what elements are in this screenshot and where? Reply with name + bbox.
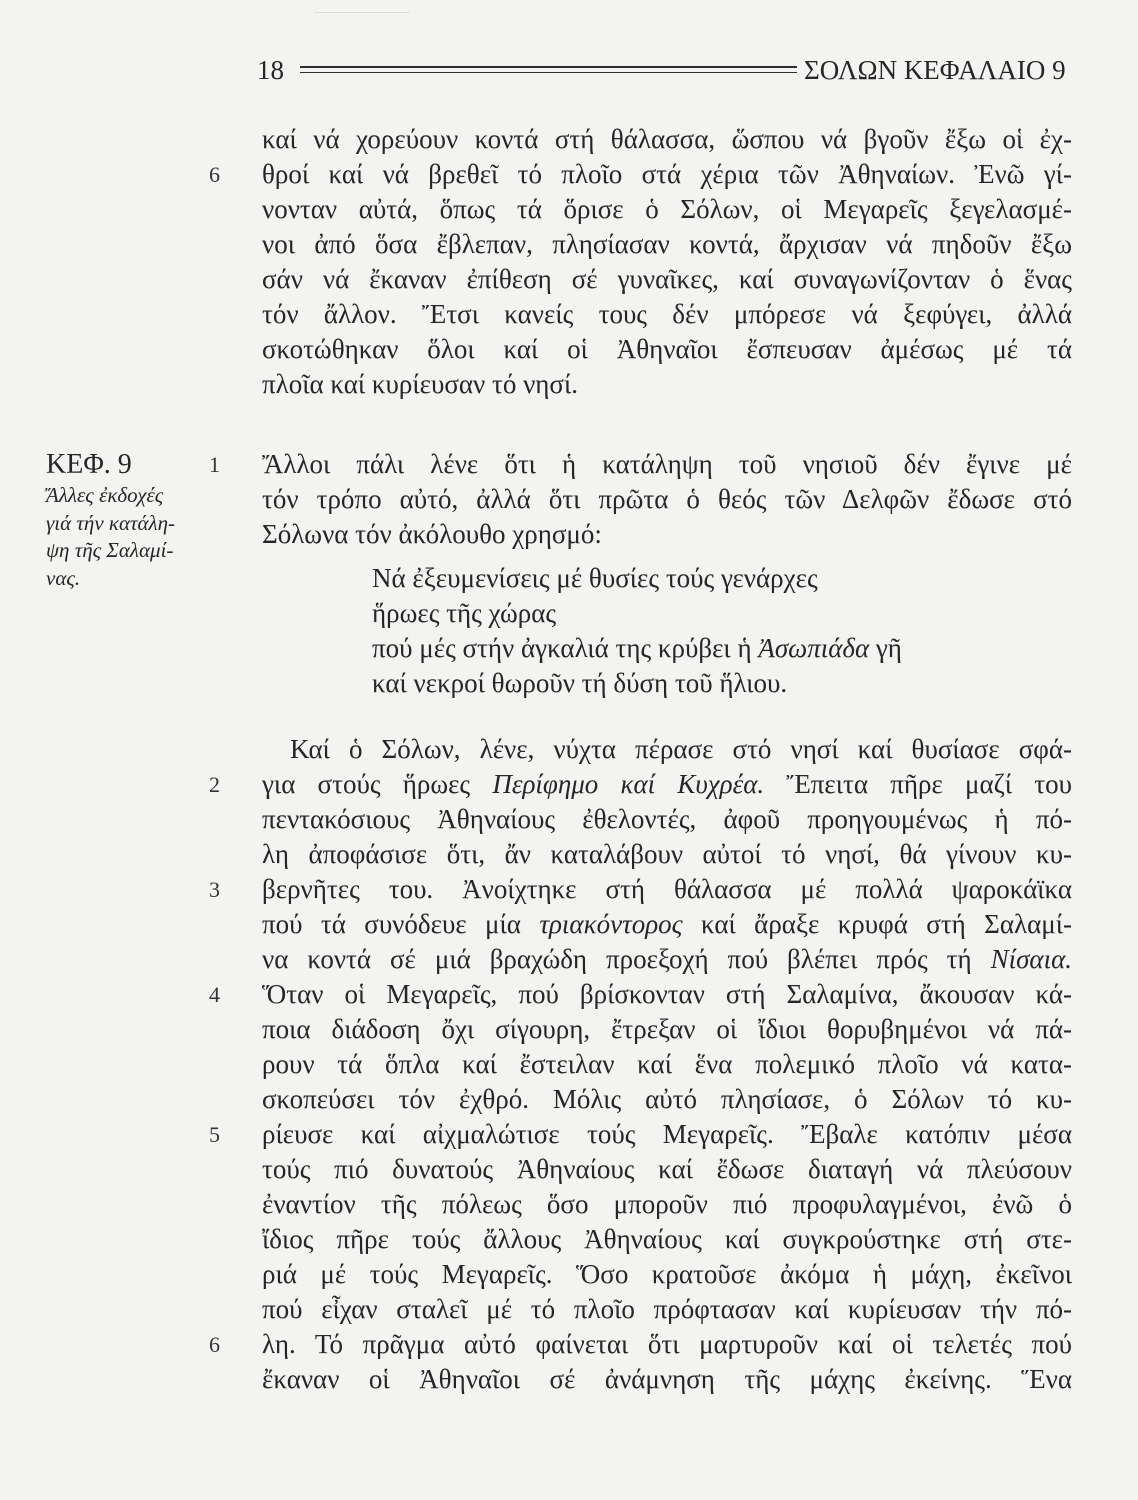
page-number: 18 (257, 55, 284, 85)
line-text: πού εἶχαν σταλεῖ μέ τό πλοῖο πρόφτασαν καί κυρίευσαν τήν πό- (262, 1294, 1072, 1324)
text-line (262, 517, 1072, 552)
text-line (262, 942, 1072, 977)
margin-chapter-label: ΚΕΦ. 9 (46, 449, 132, 480)
text-line (262, 297, 1072, 332)
line-text: βερνῆτες του. Ἀνοίχτηκε στή θάλασσα μέ πολλά ψαροκάϊκα (262, 874, 1072, 904)
running-head: ΣΟΛΩΝ ΚΕΦΑΛΑΙΟ 9 (804, 55, 1066, 85)
text-line (262, 1047, 1072, 1082)
line-number: 2 (209, 772, 220, 797)
line-text: να κοντά σέ μιά βραχώδη προεξοχή πού βλέπει πρός τή (262, 944, 991, 974)
line-text: τόν τρόπο αὐτό, ἀλλά ὅτι πρῶτα ὁ θεός τῶν Δελφῶν ἔδωσε στό (262, 484, 1072, 514)
line-text: πού τά συνόδευε μία (262, 909, 540, 939)
line-number: 6 (209, 1332, 220, 1357)
text-line (262, 837, 1072, 872)
line-text: ἥρωες τῆς χώρας (372, 598, 557, 628)
verse-line (372, 561, 1072, 596)
line-text: ἴδιος πῆρε τούς ἄλλους Ἀθηναίους καί συγκρούστηκε στή στε- (262, 1224, 1072, 1254)
line-number: 4 (209, 982, 220, 1007)
line-number: 3 (209, 877, 220, 902)
line-text: καί νεκροί θωροῦν τή δύση τοῦ ἥλιου. (372, 668, 788, 698)
text-line (209, 1327, 1072, 1362)
text-line (262, 1292, 1072, 1327)
text-line (262, 802, 1072, 837)
italic-names: Περίφημο καί Κυχρέα. (492, 769, 765, 799)
header-rule-thin (300, 72, 797, 73)
line-text: για στούς ἥρωες (262, 769, 493, 799)
text-line (262, 332, 1072, 367)
text-line (209, 157, 1072, 192)
text-line (209, 977, 1072, 1012)
text-line (262, 1257, 1072, 1292)
scan-artifact-line (315, 12, 410, 13)
line-text: Σόλωνα τόν ἀκόλουθο χρησμό: (262, 519, 602, 549)
text-line (262, 1012, 1072, 1047)
text-line (262, 732, 1072, 767)
text-line (209, 1117, 1072, 1152)
line-number: 6 (209, 162, 220, 187)
line-text: Ἄλλοι πάλι λένε ὅτι ἡ κατάληψη τοῦ νησιοῦ δέν ἔγινε μέ (262, 449, 1072, 479)
verse-line (372, 596, 1072, 631)
line-text: Νά ἐξευμενίσεις μέ θυσίες τούς γενάρχες (372, 563, 818, 593)
text-line (262, 1152, 1072, 1187)
margin-note-line: νας. (46, 565, 81, 590)
line-text: καί νά χορεύουν κοντά στή θάλασσα, ὥσπου νά βγοῦν ἔξω οἱ ἐχ- (262, 124, 1072, 154)
header-rule (300, 66, 797, 68)
margin-note-line: Ἄλλες ἐκδοχές (46, 483, 164, 507)
text-line (262, 192, 1072, 227)
line-text: λη ἀποφάσισε ὅτι, ἄν καταλάβουν αὐτοί τό νησί, θά γίνουν κυ- (262, 839, 1072, 869)
line-text: ἔκαναν οἱ Ἀθηναῖοι σέ ἀνάμνηση τῆς μάχης ἐκείνης. Ἕνα (262, 1364, 1072, 1394)
line-text: πού μές στήν ἀγκαλιά της κρύβει ἡ (372, 633, 759, 663)
line-text: τόν ἄλλον. Ἔτσι κανείς τους δέν μπόρεσε νά ξεφύγει, ἀλλά (262, 299, 1072, 329)
text-line (262, 262, 1072, 297)
line-text: ποια διάδοση ὄχι σίγουρη, ἔτρεξαν οἱ ἴδιοι θορυβημένοι νά πά- (262, 1014, 1072, 1044)
line-text: σκοπεύσει τόν ἐχθρό. Μόλις αὐτό πλησίασε, ὁ Σόλων τό κυ- (262, 1084, 1072, 1114)
line-text: ριά μέ τούς Μεγαρεῖς. Ὅσο κρατοῦσε ἀκόμα ἡ μάχη, ἐκεῖνοι (262, 1259, 1072, 1289)
oracle-verse (372, 561, 1072, 701)
line-text: τούς πιό δυνατούς Ἀθηναίους καί ἔδωσε διαταγή νά πλεύσουν (262, 1154, 1072, 1184)
line-text: ρουν τά ὅπλα καί ἔστειλαν καί ἕνα πολεμικό πλοῖο νά κατα- (262, 1049, 1072, 1079)
paragraph-1 (209, 122, 1072, 402)
text-line (262, 1187, 1072, 1222)
line-text: σκοτώθηκαν ὅλοι καί οἱ Ἀθηναῖοι ἔσπευσαν ἀμέσως μέ τά (262, 334, 1072, 364)
margin-note (46, 447, 216, 592)
text-line (209, 767, 1072, 802)
text-line (262, 367, 1072, 402)
paragraph-2 (209, 447, 1072, 552)
text-line (262, 907, 1072, 942)
line-text: Ἔπειτα πῆρε μαζί του (764, 769, 1072, 799)
line-number: 5 (209, 1122, 220, 1147)
paragraph-3 (209, 732, 1072, 1397)
line-text: θροί καί νά βρεθεῖ τό πλοῖο στά χέρια τῶν Ἀθηναίων. Ἐνῶ γί- (262, 159, 1072, 189)
text-line (262, 1082, 1072, 1117)
line-text: λη. Τό πρᾶγμα αὐτό φαίνεται ὅτι μαρτυροῦν καί οἱ τελετές πού (262, 1329, 1072, 1359)
italic-term: τριακόντορος (539, 909, 683, 939)
margin-note-line: γιά τήν κατάλη- (46, 510, 176, 535)
verse-line (372, 631, 1072, 666)
margin-note-line: ψη τῆς Σαλαμί- (46, 538, 174, 562)
line-text: νονταν αὐτά, ὅπως τά ὅρισε ὁ Σόλων, οἱ Μεγαρεῖς ξεγελασμέ- (262, 194, 1072, 224)
line-text: Ὅταν οἱ Μεγαρεῖς, πού βρίσκονταν στή Σαλαμίνα, ἄκουσαν κά- (262, 979, 1072, 1009)
text-line (209, 872, 1072, 907)
line-text: σάν νά ἔκαναν ἐπίθεση σέ γυναῖκες, καί συναγωνίζονταν ὁ ἕνας (262, 264, 1072, 294)
line-number: 1 (209, 452, 220, 477)
text-line (262, 482, 1072, 517)
line-text: ἐναντίον τῆς πόλεως ὅσο μποροῦν πιό προφυλαγμένοι, ἐνῶ ὁ (262, 1189, 1072, 1219)
text-line (262, 1362, 1072, 1397)
text-line (262, 122, 1072, 157)
line-text: ρίευσε καί αἰχμαλώτισε τούς Μεγαρεῖς. Ἔβαλε κατόπιν μέσα (262, 1119, 1072, 1149)
text-line (209, 447, 1072, 482)
line-text: Καί ὁ Σόλων, λένε, νύχτα πέρασε στό νησί καί θυσίασε σφά- (290, 734, 1072, 764)
line-text: καί ἄραξε κρυφά στή Σαλαμί- (682, 909, 1072, 939)
line-text: νοι ἀπό ὅσα ἔβλεπαν, πλησίασαν κοντά, ἄρχισαν νά πηδοῦν ἔξω (262, 229, 1072, 259)
italic-place-name: Ἀσωπιάδα (758, 633, 870, 663)
line-text: πεντακόσιους Ἀθηναίους ἐθελοντές, ἀφοῦ προηγουμένως ἡ πό- (262, 804, 1072, 834)
verse-line (372, 666, 1072, 701)
text-line (262, 227, 1072, 262)
text-line (262, 1222, 1072, 1257)
line-text: πλοῖα καί κυρίευσαν τό νησί. (262, 369, 578, 399)
italic-place-name: Νίσαια. (990, 944, 1072, 974)
line-text: γῆ (869, 633, 902, 663)
